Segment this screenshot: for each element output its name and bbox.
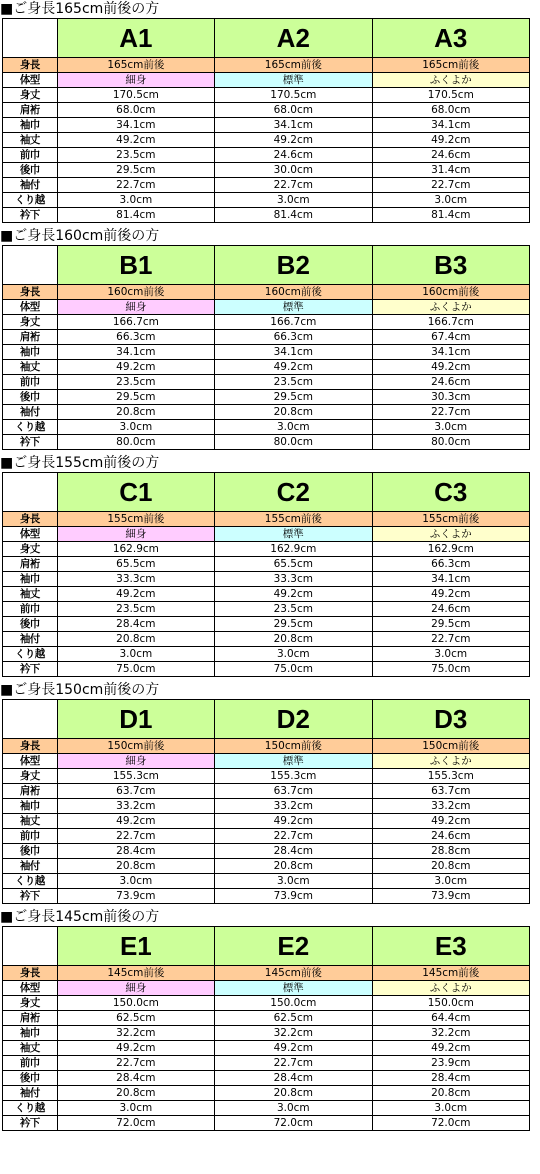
section-heading: ■ご身長160cm前後の方	[0, 228, 160, 244]
size-table	[2, 926, 530, 1131]
measurement-cell: 33.2cm	[372, 799, 529, 814]
height-cell: 150cm前後	[215, 739, 372, 754]
measurement-cell: 29.5cm	[215, 390, 372, 405]
row-label: 身長	[3, 58, 58, 73]
size-code-header: D2	[215, 700, 372, 739]
row-label: 袖付	[3, 632, 58, 647]
measurement-cell: 33.2cm	[215, 799, 372, 814]
row-label: 肩裄	[3, 557, 58, 572]
size-code-header: A1	[57, 19, 214, 58]
size-code-header: D1	[57, 700, 214, 739]
height-cell: 165cm前後	[372, 58, 529, 73]
height-cell: 155cm前後	[57, 512, 214, 527]
measurement-cell: 63.7cm	[372, 784, 529, 799]
body-type-cell: 標準	[215, 73, 372, 88]
row-label: 身長	[3, 966, 58, 981]
measurement-cell: 24.6cm	[372, 829, 529, 844]
measurement-cell: 49.2cm	[372, 133, 529, 148]
row-label: 袖丈	[3, 360, 58, 375]
row-label: 身丈	[3, 542, 58, 557]
height-cell: 150cm前後	[372, 739, 529, 754]
row-label: 袖丈	[3, 1041, 58, 1056]
measurement-cell: 166.7cm	[57, 315, 214, 330]
measurement-cell: 49.2cm	[215, 133, 372, 148]
row-label: 前巾	[3, 375, 58, 390]
row-label: 袖付	[3, 1086, 58, 1101]
measurement-cell: 49.2cm	[372, 587, 529, 602]
section-heading: ■ご身長150cm前後の方	[0, 682, 160, 698]
measurement-cell: 49.2cm	[57, 133, 214, 148]
corner-cell	[3, 473, 58, 512]
measurement-cell: 170.5cm	[215, 88, 372, 103]
row-label: 袖丈	[3, 133, 58, 148]
body-type-cell: 細身	[57, 73, 214, 88]
measurement-cell: 3.0cm	[57, 193, 214, 208]
body-type-cell: 標準	[215, 754, 372, 769]
size-section	[0, 0, 540, 223]
row-label: くり越	[3, 1101, 58, 1116]
size-section	[0, 908, 540, 1131]
measurement-cell: 170.5cm	[57, 88, 214, 103]
measurement-cell: 49.2cm	[57, 360, 214, 375]
measurement-cell: 65.5cm	[57, 557, 214, 572]
body-type-cell: ふくよか	[372, 73, 529, 88]
measurement-cell: 3.0cm	[215, 420, 372, 435]
measurement-cell: 63.7cm	[215, 784, 372, 799]
row-label: 身長	[3, 512, 58, 527]
measurement-cell: 34.1cm	[215, 345, 372, 360]
measurement-cell: 68.0cm	[57, 103, 214, 118]
measurement-cell: 73.9cm	[372, 889, 529, 904]
height-cell: 150cm前後	[57, 739, 214, 754]
size-code-header: B2	[215, 246, 372, 285]
body-type-cell: ふくよか	[372, 754, 529, 769]
measurement-cell: 66.3cm	[372, 557, 529, 572]
measurement-cell: 75.0cm	[215, 662, 372, 677]
measurement-cell: 150.0cm	[215, 996, 372, 1011]
measurement-cell: 23.5cm	[215, 375, 372, 390]
measurement-cell: 23.5cm	[57, 602, 214, 617]
row-label: 袖巾	[3, 345, 58, 360]
measurement-cell: 23.5cm	[57, 375, 214, 390]
row-label: 後巾	[3, 1071, 58, 1086]
size-section	[0, 227, 540, 450]
body-type-cell: 細身	[57, 300, 214, 315]
row-label: 身長	[3, 739, 58, 754]
measurement-cell: 150.0cm	[372, 996, 529, 1011]
measurement-cell: 29.5cm	[215, 617, 372, 632]
measurement-cell: 166.7cm	[215, 315, 372, 330]
measurement-cell: 22.7cm	[215, 1056, 372, 1071]
measurement-cell: 29.5cm	[372, 617, 529, 632]
measurement-cell: 34.1cm	[57, 345, 214, 360]
height-cell: 145cm前後	[57, 966, 214, 981]
measurement-cell: 20.8cm	[372, 1086, 529, 1101]
row-label: 肩裄	[3, 1011, 58, 1026]
measurement-cell: 34.1cm	[372, 118, 529, 133]
size-code-header: C2	[215, 473, 372, 512]
measurement-cell: 22.7cm	[215, 829, 372, 844]
measurement-cell: 22.7cm	[372, 178, 529, 193]
measurement-cell: 31.4cm	[372, 163, 529, 178]
row-label: 袖丈	[3, 587, 58, 602]
measurement-cell: 33.3cm	[57, 572, 214, 587]
measurement-cell: 3.0cm	[372, 874, 529, 889]
measurement-cell: 29.5cm	[57, 390, 214, 405]
size-code-header: B1	[57, 246, 214, 285]
measurement-cell: 3.0cm	[215, 193, 372, 208]
measurement-cell: 20.8cm	[57, 632, 214, 647]
body-type-cell: 細身	[57, 527, 214, 542]
measurement-cell: 34.1cm	[372, 345, 529, 360]
height-cell: 160cm前後	[372, 285, 529, 300]
measurement-cell: 81.4cm	[372, 208, 529, 223]
measurement-cell: 24.6cm	[372, 148, 529, 163]
measurement-cell: 22.7cm	[57, 829, 214, 844]
measurement-cell: 20.8cm	[215, 1086, 372, 1101]
row-label: 袖付	[3, 859, 58, 874]
measurement-cell: 170.5cm	[372, 88, 529, 103]
measurement-cell: 81.4cm	[57, 208, 214, 223]
measurement-cell: 62.5cm	[57, 1011, 214, 1026]
measurement-cell: 30.0cm	[215, 163, 372, 178]
measurement-cell: 3.0cm	[57, 647, 214, 662]
height-cell: 155cm前後	[215, 512, 372, 527]
measurement-cell: 28.4cm	[215, 844, 372, 859]
measurement-cell: 49.2cm	[215, 587, 372, 602]
measurement-cell: 20.8cm	[215, 632, 372, 647]
measurement-cell: 72.0cm	[57, 1116, 214, 1131]
measurement-cell: 155.3cm	[57, 769, 214, 784]
measurement-cell: 155.3cm	[215, 769, 372, 784]
measurement-cell: 32.2cm	[57, 1026, 214, 1041]
size-table	[2, 18, 530, 223]
row-label: 身丈	[3, 88, 58, 103]
corner-cell	[3, 19, 58, 58]
measurement-cell: 80.0cm	[57, 435, 214, 450]
row-label: 衿下	[3, 1116, 58, 1131]
section-heading: ■ご身長155cm前後の方	[0, 455, 160, 471]
measurement-cell: 3.0cm	[372, 193, 529, 208]
row-label: 身丈	[3, 315, 58, 330]
measurement-cell: 28.4cm	[57, 1071, 214, 1086]
size-table	[2, 472, 530, 677]
row-label: 前巾	[3, 602, 58, 617]
corner-cell	[3, 927, 58, 966]
body-type-cell: 細身	[57, 981, 214, 996]
corner-cell	[3, 700, 58, 739]
measurement-cell: 20.8cm	[215, 859, 372, 874]
measurement-cell: 49.2cm	[57, 1041, 214, 1056]
measurement-cell: 49.2cm	[372, 1041, 529, 1056]
measurement-cell: 32.2cm	[372, 1026, 529, 1041]
measurement-cell: 29.5cm	[57, 163, 214, 178]
row-label: くり越	[3, 647, 58, 662]
measurement-cell: 80.0cm	[372, 435, 529, 450]
row-label: 袖丈	[3, 814, 58, 829]
row-label: 体型	[3, 300, 58, 315]
corner-cell	[3, 246, 58, 285]
measurement-cell: 24.6cm	[372, 375, 529, 390]
height-cell: 160cm前後	[215, 285, 372, 300]
measurement-cell: 32.2cm	[215, 1026, 372, 1041]
row-label: くり越	[3, 420, 58, 435]
row-label: 体型	[3, 73, 58, 88]
measurement-cell: 20.8cm	[372, 859, 529, 874]
measurement-cell: 80.0cm	[215, 435, 372, 450]
measurement-cell: 3.0cm	[215, 1101, 372, 1116]
measurement-cell: 49.2cm	[215, 360, 372, 375]
measurement-cell: 20.8cm	[57, 405, 214, 420]
measurement-cell: 24.6cm	[215, 148, 372, 163]
measurement-cell: 20.8cm	[57, 859, 214, 874]
row-label: 袖巾	[3, 118, 58, 133]
row-label: 衿下	[3, 662, 58, 677]
measurement-cell: 150.0cm	[57, 996, 214, 1011]
measurement-cell: 22.7cm	[372, 405, 529, 420]
row-label: 衿下	[3, 435, 58, 450]
measurement-cell: 3.0cm	[215, 874, 372, 889]
size-code-header: B3	[372, 246, 529, 285]
measurement-cell: 3.0cm	[57, 1101, 214, 1116]
row-label: 袖付	[3, 405, 58, 420]
measurement-cell: 49.2cm	[57, 814, 214, 829]
measurement-cell: 28.4cm	[372, 1071, 529, 1086]
measurement-cell: 34.1cm	[215, 118, 372, 133]
measurement-cell: 20.8cm	[57, 1086, 214, 1101]
measurement-cell: 166.7cm	[372, 315, 529, 330]
measurement-cell: 30.3cm	[372, 390, 529, 405]
body-type-cell: 標準	[215, 300, 372, 315]
section-heading: ■ご身長145cm前後の方	[0, 909, 160, 925]
row-label: 衿下	[3, 208, 58, 223]
row-label: 前巾	[3, 148, 58, 163]
measurement-cell: 72.0cm	[372, 1116, 529, 1131]
section-heading: ■ご身長165cm前後の方	[0, 1, 160, 17]
measurement-cell: 75.0cm	[372, 662, 529, 677]
height-cell: 155cm前後	[372, 512, 529, 527]
size-code-header: D3	[372, 700, 529, 739]
measurement-cell: 81.4cm	[215, 208, 372, 223]
height-cell: 165cm前後	[57, 58, 214, 73]
measurement-cell: 49.2cm	[372, 360, 529, 375]
height-cell: 145cm前後	[372, 966, 529, 981]
measurement-cell: 73.9cm	[57, 889, 214, 904]
height-cell: 145cm前後	[215, 966, 372, 981]
measurement-cell: 28.4cm	[57, 617, 214, 632]
measurement-cell: 66.3cm	[215, 330, 372, 345]
row-label: 前巾	[3, 1056, 58, 1071]
measurement-cell: 162.9cm	[372, 542, 529, 557]
row-label: 身丈	[3, 996, 58, 1011]
measurement-cell: 3.0cm	[372, 647, 529, 662]
measurement-cell: 3.0cm	[57, 420, 214, 435]
measurement-cell: 73.9cm	[215, 889, 372, 904]
row-label: 体型	[3, 527, 58, 542]
body-type-cell: ふくよか	[372, 300, 529, 315]
measurement-cell: 66.3cm	[57, 330, 214, 345]
measurement-cell: 28.4cm	[57, 844, 214, 859]
measurement-cell: 23.5cm	[215, 602, 372, 617]
measurement-cell: 24.6cm	[372, 602, 529, 617]
measurement-cell: 34.1cm	[372, 572, 529, 587]
measurement-cell: 62.5cm	[215, 1011, 372, 1026]
height-cell: 165cm前後	[215, 58, 372, 73]
body-type-cell: 細身	[57, 754, 214, 769]
measurement-cell: 49.2cm	[215, 1041, 372, 1056]
measurement-cell: 68.0cm	[215, 103, 372, 118]
measurement-cell: 162.9cm	[57, 542, 214, 557]
measurement-cell: 3.0cm	[215, 647, 372, 662]
measurement-cell: 49.2cm	[215, 814, 372, 829]
size-section	[0, 681, 540, 904]
measurement-cell: 22.7cm	[57, 1056, 214, 1071]
measurement-cell: 49.2cm	[57, 587, 214, 602]
row-label: 体型	[3, 754, 58, 769]
row-label: 体型	[3, 981, 58, 996]
measurement-cell: 49.2cm	[372, 814, 529, 829]
measurement-cell: 22.7cm	[57, 178, 214, 193]
row-label: 肩裄	[3, 103, 58, 118]
row-label: 後巾	[3, 844, 58, 859]
row-label: 後巾	[3, 163, 58, 178]
row-label: 袖巾	[3, 1026, 58, 1041]
row-label: くり越	[3, 193, 58, 208]
measurement-cell: 33.3cm	[215, 572, 372, 587]
row-label: 肩裄	[3, 784, 58, 799]
measurement-cell: 75.0cm	[57, 662, 214, 677]
measurement-cell: 20.8cm	[215, 405, 372, 420]
size-section	[0, 454, 540, 677]
row-label: 肩裄	[3, 330, 58, 345]
measurement-cell: 155.3cm	[372, 769, 529, 784]
row-label: 袖巾	[3, 799, 58, 814]
size-code-header: E3	[372, 927, 529, 966]
row-label: 衿下	[3, 889, 58, 904]
measurement-cell: 33.2cm	[57, 799, 214, 814]
size-code-header: E1	[57, 927, 214, 966]
measurement-cell: 3.0cm	[372, 420, 529, 435]
size-table	[2, 699, 530, 904]
measurement-cell: 64.4cm	[372, 1011, 529, 1026]
measurement-cell: 23.5cm	[57, 148, 214, 163]
body-type-cell: ふくよか	[372, 527, 529, 542]
row-label: 後巾	[3, 390, 58, 405]
measurement-cell: 28.8cm	[372, 844, 529, 859]
measurement-cell: 3.0cm	[372, 1101, 529, 1116]
measurement-cell: 67.4cm	[372, 330, 529, 345]
measurement-cell: 34.1cm	[57, 118, 214, 133]
row-label: 袖付	[3, 178, 58, 193]
measurement-cell: 63.7cm	[57, 784, 214, 799]
height-cell: 160cm前後	[57, 285, 214, 300]
size-code-header: C3	[372, 473, 529, 512]
size-table	[2, 245, 530, 450]
measurement-cell: 22.7cm	[215, 178, 372, 193]
row-label: 前巾	[3, 829, 58, 844]
measurement-cell: 3.0cm	[57, 874, 214, 889]
size-code-header: A3	[372, 19, 529, 58]
measurement-cell: 65.5cm	[215, 557, 372, 572]
measurement-cell: 162.9cm	[215, 542, 372, 557]
measurement-cell: 23.9cm	[372, 1056, 529, 1071]
size-code-header: E2	[215, 927, 372, 966]
row-label: 後巾	[3, 617, 58, 632]
row-label: くり越	[3, 874, 58, 889]
body-type-cell: 標準	[215, 981, 372, 996]
size-code-header: A2	[215, 19, 372, 58]
body-type-cell: ふくよか	[372, 981, 529, 996]
size-code-header: C1	[57, 473, 214, 512]
measurement-cell: 72.0cm	[215, 1116, 372, 1131]
row-label: 身長	[3, 285, 58, 300]
measurement-cell: 22.7cm	[372, 632, 529, 647]
row-label: 袖巾	[3, 572, 58, 587]
row-label: 身丈	[3, 769, 58, 784]
measurement-cell: 28.4cm	[215, 1071, 372, 1086]
measurement-cell: 68.0cm	[372, 103, 529, 118]
body-type-cell: 標準	[215, 527, 372, 542]
